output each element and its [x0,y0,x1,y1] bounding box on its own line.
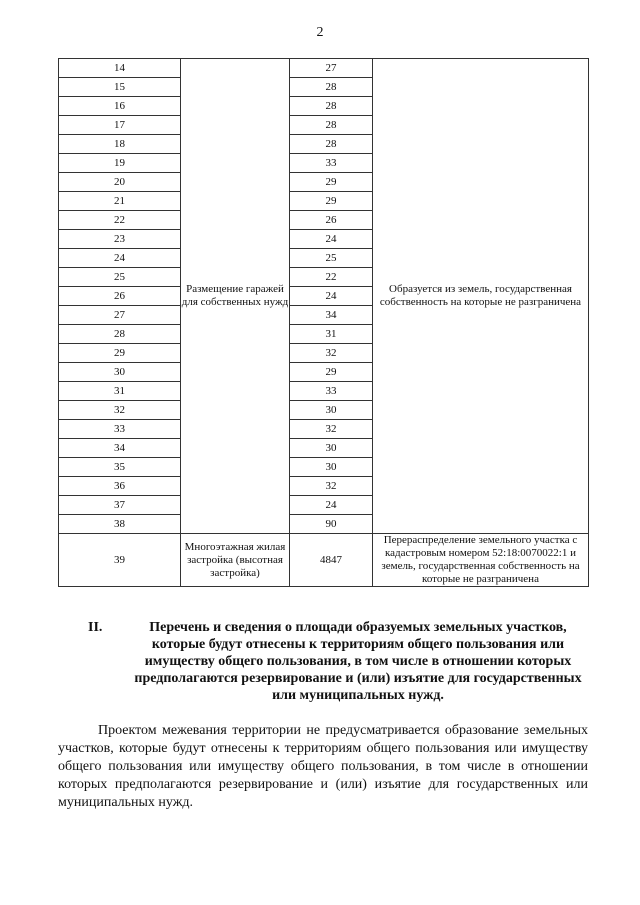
page-number: 2 [316,25,324,40]
area-cell: 28 [290,135,373,154]
table-row [59,534,589,587]
area-cell: 29 [290,363,373,382]
area-cell: 30 [290,401,373,420]
area-cell: 4847 [290,534,373,587]
area-cell: 30 [290,458,373,477]
plot-number-cell: 16 [59,97,181,116]
area-cell: 90 [290,515,373,534]
area-cell: 32 [290,477,373,496]
section-number: II. [88,620,103,635]
table-row [59,59,589,78]
area-cell: 29 [290,192,373,211]
area-cell: 33 [290,382,373,401]
land-plots-table [58,58,589,587]
plot-number-cell: 21 [59,192,181,211]
area-cell: 28 [290,97,373,116]
plot-number-cell: 35 [59,458,181,477]
plot-number-cell: 39 [59,534,181,587]
area-cell: 34 [290,306,373,325]
permitted-use-cell: Многоэтажная жилая застройка (высотная застройка) [181,534,290,587]
formation-method-cell: Образуется из земель, государственная собственность на которые не разграничена [373,59,589,534]
plot-number-cell: 23 [59,230,181,249]
plot-number-cell: 20 [59,173,181,192]
plot-number-cell: 33 [59,420,181,439]
table-body [59,59,589,587]
plot-number-cell: 22 [59,211,181,230]
plot-number-cell: 24 [59,249,181,268]
area-cell: 33 [290,154,373,173]
plot-number-cell: 38 [59,515,181,534]
plot-number-cell: 14 [59,59,181,78]
plot-number-cell: 32 [59,401,181,420]
formation-method-cell: Перераспределение земельного участка с кадастровым номером 52:18:0070022:1 и земель, государственная собственность на которые не разграничена [373,534,589,587]
plot-number-cell: 30 [59,363,181,382]
area-cell: 28 [290,116,373,135]
plot-number-cell: 31 [59,382,181,401]
plot-number-cell: 28 [59,325,181,344]
plot-number-cell: 37 [59,496,181,515]
plot-number-cell: 17 [59,116,181,135]
body-paragraph: Проектом межевания территории не предусматривается образование земельных участков, которые будут отнесены к территориям общего пользования или имуществу общего пользования или имуществу общего пользования, в том числе в отношении которых предполагаются резервирование и (или) изъятие для государственных или муниципальных нужд. [58,723,588,810]
area-cell: 31 [290,325,373,344]
plot-number-cell: 29 [59,344,181,363]
area-cell: 32 [290,420,373,439]
plot-number-cell: 26 [59,287,181,306]
area-cell: 25 [290,249,373,268]
area-cell: 28 [290,78,373,97]
area-cell: 24 [290,287,373,306]
plot-number-cell: 25 [59,268,181,287]
plot-number-cell: 19 [59,154,181,173]
area-cell: 22 [290,268,373,287]
plot-number-cell: 34 [59,439,181,458]
section-heading [88,619,588,704]
area-cell: 24 [290,496,373,515]
area-cell: 24 [290,230,373,249]
plot-number-cell: 18 [59,135,181,154]
section-title: Перечень и сведения о площади образуемых земельных участков, которые будут отнесены к территориям общего пользования или имуществу общего пользования, в том числе в отношении которых предполагаются резервирование и (или) изъятие для государственных или муниципальных нужд. [134,620,582,703]
area-cell: 27 [290,59,373,78]
area-cell: 30 [290,439,373,458]
plot-number-cell: 36 [59,477,181,496]
area-cell: 32 [290,344,373,363]
area-cell: 29 [290,173,373,192]
plot-number-cell: 15 [59,78,181,97]
area-cell: 26 [290,211,373,230]
permitted-use-cell: Размещение гаражей для собственных нужд [181,59,290,534]
plot-number-cell: 27 [59,306,181,325]
